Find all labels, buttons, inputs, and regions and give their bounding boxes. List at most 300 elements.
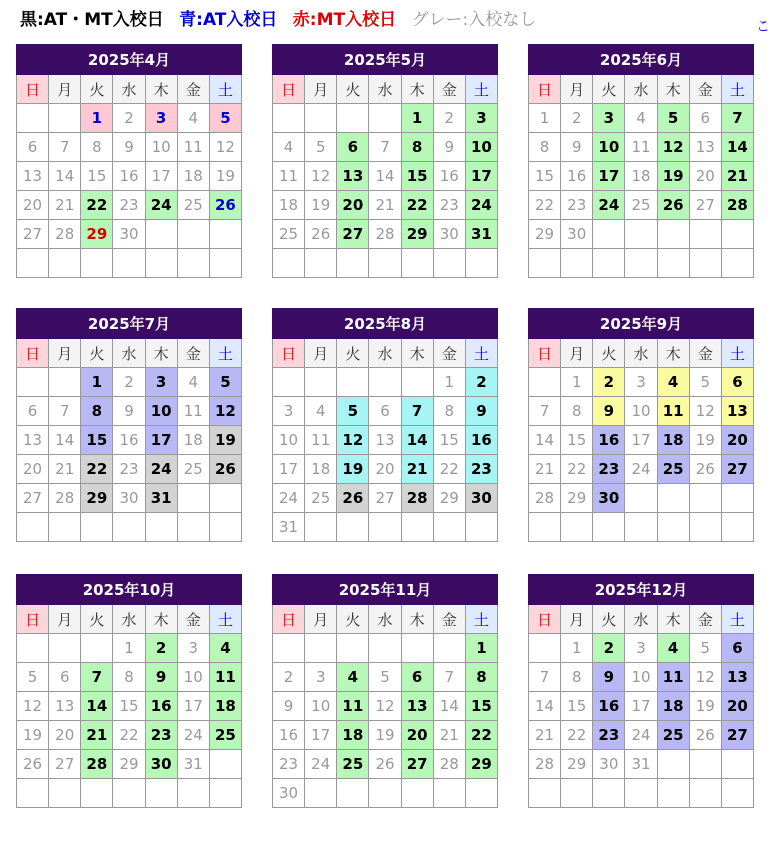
weekday-header: 金 (177, 339, 209, 368)
week-row (529, 779, 754, 808)
day-cell: 17 (593, 162, 625, 191)
day-cell: 14 (401, 426, 433, 455)
empty-cell (273, 634, 305, 663)
empty-cell (401, 779, 433, 808)
day-cell: 18 (657, 426, 689, 455)
legend (20, 9, 546, 31)
empty-cell (401, 368, 433, 397)
day-cell: 4 (177, 368, 209, 397)
weekday-header: 火 (81, 605, 113, 634)
week-row (529, 426, 754, 455)
day-cell: 12 (369, 692, 401, 721)
day-cell: 28 (401, 484, 433, 513)
weekday-header: 月 (561, 339, 593, 368)
day-cell: 15 (561, 692, 593, 721)
day-cell: 24 (625, 455, 657, 484)
day-cell: 21 (49, 455, 81, 484)
empty-cell (273, 249, 305, 278)
weekday-header: 土 (209, 605, 241, 634)
day-cell: 18 (177, 426, 209, 455)
empty-cell (593, 249, 625, 278)
empty-cell (721, 220, 753, 249)
day-cell: 27 (369, 484, 401, 513)
empty-cell (113, 513, 145, 542)
day-cell: 22 (465, 721, 497, 750)
day-cell: 2 (273, 663, 305, 692)
weekday-header: 木 (401, 75, 433, 104)
empty-cell (337, 634, 369, 663)
day-cell: 28 (721, 191, 753, 220)
empty-cell (465, 249, 497, 278)
weekday-header: 金 (433, 605, 465, 634)
month-calendar (16, 308, 242, 542)
empty-cell (49, 634, 81, 663)
day-cell: 25 (177, 455, 209, 484)
week-row (273, 191, 498, 220)
day-cell: 2 (593, 634, 625, 663)
day-cell: 10 (625, 663, 657, 692)
empty-cell (177, 484, 209, 513)
week-row (273, 721, 498, 750)
day-cell: 8 (561, 663, 593, 692)
edge-mark: こ (756, 19, 770, 35)
weekday-header: 月 (49, 339, 81, 368)
day-cell: 3 (465, 104, 497, 133)
month-title: 2025年5月 (273, 45, 498, 75)
day-cell: 19 (305, 191, 337, 220)
day-cell: 8 (401, 133, 433, 162)
day-cell: 9 (113, 397, 145, 426)
day-cell: 15 (561, 426, 593, 455)
empty-cell (561, 779, 593, 808)
weekday-header: 金 (433, 339, 465, 368)
day-cell: 25 (657, 455, 689, 484)
day-cell: 30 (145, 750, 177, 779)
week-row (273, 692, 498, 721)
day-cell: 5 (689, 368, 721, 397)
empty-cell (593, 220, 625, 249)
month-title: 2025年12月 (529, 575, 754, 605)
week-row (17, 397, 242, 426)
day-cell: 23 (433, 191, 465, 220)
day-cell: 15 (529, 162, 561, 191)
weekday-header: 水 (625, 605, 657, 634)
day-cell: 6 (17, 397, 49, 426)
day-cell: 29 (561, 484, 593, 513)
day-cell: 29 (529, 220, 561, 249)
day-cell: 3 (625, 634, 657, 663)
day-cell: 3 (145, 368, 177, 397)
day-cell: 18 (657, 692, 689, 721)
day-cell: 25 (625, 191, 657, 220)
day-cell: 21 (401, 455, 433, 484)
empty-cell (465, 513, 497, 542)
week-row (17, 455, 242, 484)
weekday-header: 火 (337, 339, 369, 368)
empty-cell (401, 634, 433, 663)
day-cell: 19 (689, 426, 721, 455)
day-cell: 1 (561, 634, 593, 663)
weekday-header: 木 (657, 339, 689, 368)
week-row (17, 426, 242, 455)
day-cell: 6 (17, 133, 49, 162)
day-cell: 14 (49, 162, 81, 191)
empty-cell (209, 220, 241, 249)
day-cell: 11 (273, 162, 305, 191)
weekday-header: 日 (273, 339, 305, 368)
weekday-header: 水 (369, 75, 401, 104)
day-cell: 2 (593, 368, 625, 397)
month-title: 2025年10月 (17, 575, 242, 605)
empty-cell (721, 750, 753, 779)
week-row (17, 692, 242, 721)
weekday-header: 火 (593, 605, 625, 634)
day-cell: 24 (145, 191, 177, 220)
weekday-header: 日 (529, 75, 561, 104)
week-row (17, 191, 242, 220)
empty-cell (209, 513, 241, 542)
weekday-header: 木 (657, 75, 689, 104)
day-cell: 14 (81, 692, 113, 721)
day-cell: 21 (529, 721, 561, 750)
empty-cell (305, 368, 337, 397)
day-cell: 11 (177, 397, 209, 426)
day-cell: 25 (273, 220, 305, 249)
day-cell: 24 (177, 721, 209, 750)
day-cell: 23 (465, 455, 497, 484)
week-row (529, 455, 754, 484)
day-cell: 4 (657, 368, 689, 397)
day-cell: 16 (273, 721, 305, 750)
weekday-header: 木 (401, 605, 433, 634)
day-cell: 7 (721, 104, 753, 133)
weekday-header: 水 (113, 605, 145, 634)
weekday-header: 金 (177, 75, 209, 104)
day-cell: 10 (145, 133, 177, 162)
day-cell: 9 (145, 663, 177, 692)
week-row (273, 513, 498, 542)
week-row (529, 397, 754, 426)
day-cell: 22 (81, 191, 113, 220)
weekday-header: 日 (529, 339, 561, 368)
day-cell: 4 (273, 133, 305, 162)
empty-cell (337, 104, 369, 133)
day-cell: 4 (305, 397, 337, 426)
week-row (17, 133, 242, 162)
week-row (529, 750, 754, 779)
day-cell: 17 (305, 721, 337, 750)
day-cell: 18 (209, 692, 241, 721)
empty-cell (17, 779, 49, 808)
day-cell: 3 (177, 634, 209, 663)
day-cell: 22 (529, 191, 561, 220)
weekday-header: 日 (17, 75, 49, 104)
day-cell: 20 (689, 162, 721, 191)
day-cell: 13 (337, 162, 369, 191)
day-cell: 29 (465, 750, 497, 779)
month-calendar (272, 308, 498, 542)
empty-cell (657, 484, 689, 513)
day-cell: 28 (433, 750, 465, 779)
week-row (529, 220, 754, 249)
day-cell: 24 (145, 455, 177, 484)
week-row (17, 779, 242, 808)
weekday-header: 水 (625, 339, 657, 368)
day-cell: 25 (177, 191, 209, 220)
empty-cell (145, 220, 177, 249)
weekday-header: 火 (337, 75, 369, 104)
day-cell: 7 (49, 397, 81, 426)
day-cell: 14 (369, 162, 401, 191)
day-cell: 19 (209, 162, 241, 191)
empty-cell (49, 104, 81, 133)
empty-cell (401, 513, 433, 542)
day-cell: 12 (689, 663, 721, 692)
day-cell: 27 (17, 220, 49, 249)
day-cell: 7 (401, 397, 433, 426)
day-cell: 12 (337, 426, 369, 455)
empty-cell (81, 634, 113, 663)
day-cell: 15 (81, 162, 113, 191)
day-cell: 16 (113, 162, 145, 191)
empty-cell (17, 634, 49, 663)
empty-cell (81, 779, 113, 808)
day-cell: 1 (401, 104, 433, 133)
weekday-header: 月 (305, 339, 337, 368)
day-cell: 1 (561, 368, 593, 397)
day-cell: 7 (529, 663, 561, 692)
day-cell: 26 (17, 750, 49, 779)
empty-cell (209, 484, 241, 513)
empty-cell (625, 513, 657, 542)
day-cell: 28 (529, 484, 561, 513)
day-cell: 19 (657, 162, 689, 191)
weekday-header: 日 (529, 605, 561, 634)
month-calendar (16, 574, 242, 808)
day-cell: 29 (81, 484, 113, 513)
day-cell: 15 (433, 426, 465, 455)
week-row (273, 368, 498, 397)
day-cell: 25 (657, 721, 689, 750)
day-cell: 2 (433, 104, 465, 133)
empty-cell (369, 779, 401, 808)
day-cell: 25 (305, 484, 337, 513)
empty-cell (305, 104, 337, 133)
week-row (529, 191, 754, 220)
day-cell: 6 (401, 663, 433, 692)
week-row (17, 220, 242, 249)
day-cell: 22 (113, 721, 145, 750)
day-cell: 20 (721, 692, 753, 721)
weekday-header: 水 (369, 339, 401, 368)
day-cell: 29 (433, 484, 465, 513)
day-cell: 17 (177, 692, 209, 721)
week-row (17, 663, 242, 692)
month-title: 2025年8月 (273, 309, 498, 339)
empty-cell (145, 779, 177, 808)
week-row (273, 455, 498, 484)
day-cell: 31 (465, 220, 497, 249)
day-cell: 22 (81, 455, 113, 484)
day-cell: 31 (273, 513, 305, 542)
weekday-header: 木 (145, 75, 177, 104)
empty-cell (561, 249, 593, 278)
weekday-header: 火 (593, 339, 625, 368)
day-cell: 6 (337, 133, 369, 162)
day-cell: 7 (529, 397, 561, 426)
day-cell: 7 (81, 663, 113, 692)
legend-red: 赤:MT入校日 (292, 10, 397, 30)
day-cell: 5 (369, 663, 401, 692)
day-cell: 27 (401, 750, 433, 779)
day-cell: 11 (657, 397, 689, 426)
day-cell: 18 (305, 455, 337, 484)
week-row (17, 750, 242, 779)
empty-cell (337, 513, 369, 542)
empty-cell (305, 634, 337, 663)
day-cell: 18 (625, 162, 657, 191)
day-cell: 5 (337, 397, 369, 426)
day-cell: 22 (561, 455, 593, 484)
day-cell: 19 (209, 426, 241, 455)
empty-cell (369, 368, 401, 397)
day-cell: 26 (369, 750, 401, 779)
empty-cell (689, 750, 721, 779)
week-row (273, 750, 498, 779)
day-cell: 12 (305, 162, 337, 191)
week-row (529, 513, 754, 542)
day-cell: 26 (689, 455, 721, 484)
day-cell: 2 (561, 104, 593, 133)
empty-cell (177, 513, 209, 542)
weekday-header: 日 (17, 605, 49, 634)
empty-cell (145, 249, 177, 278)
empty-cell (49, 513, 81, 542)
month-title: 2025年4月 (17, 45, 242, 75)
empty-cell (81, 249, 113, 278)
day-cell: 30 (465, 484, 497, 513)
day-cell: 23 (145, 721, 177, 750)
weekday-header: 水 (369, 605, 401, 634)
week-row (273, 104, 498, 133)
day-cell: 5 (209, 104, 241, 133)
day-cell: 11 (177, 133, 209, 162)
empty-cell (145, 513, 177, 542)
empty-cell (625, 220, 657, 249)
legend-black: 黒:AT・MT入校日 (20, 10, 164, 30)
day-cell: 28 (49, 220, 81, 249)
day-cell: 30 (561, 220, 593, 249)
empty-cell (625, 249, 657, 278)
day-cell: 13 (401, 692, 433, 721)
empty-cell (273, 368, 305, 397)
day-cell: 4 (657, 634, 689, 663)
weekday-header: 月 (561, 75, 593, 104)
day-cell: 9 (593, 397, 625, 426)
day-cell: 18 (273, 191, 305, 220)
weekday-header: 水 (113, 75, 145, 104)
week-row (529, 634, 754, 663)
day-cell: 1 (81, 104, 113, 133)
day-cell: 1 (529, 104, 561, 133)
day-cell: 3 (145, 104, 177, 133)
day-cell: 31 (145, 484, 177, 513)
week-row (529, 133, 754, 162)
day-cell: 17 (145, 426, 177, 455)
empty-cell (305, 513, 337, 542)
day-cell: 27 (689, 191, 721, 220)
day-cell: 27 (49, 750, 81, 779)
day-cell: 22 (561, 721, 593, 750)
empty-cell (465, 779, 497, 808)
day-cell: 6 (49, 663, 81, 692)
day-cell: 21 (369, 191, 401, 220)
weekday-header: 金 (689, 75, 721, 104)
empty-cell (177, 779, 209, 808)
week-row (273, 634, 498, 663)
empty-cell (337, 368, 369, 397)
day-cell: 13 (721, 663, 753, 692)
day-cell: 5 (17, 663, 49, 692)
weekday-header: 月 (49, 75, 81, 104)
empty-cell (369, 634, 401, 663)
day-cell: 5 (209, 368, 241, 397)
month-calendar (528, 308, 754, 542)
day-cell: 30 (113, 484, 145, 513)
day-cell: 3 (273, 397, 305, 426)
weekday-header: 金 (689, 339, 721, 368)
empty-cell (273, 104, 305, 133)
week-row (529, 162, 754, 191)
day-cell: 24 (625, 721, 657, 750)
weekday-header: 土 (721, 75, 753, 104)
day-cell: 1 (465, 634, 497, 663)
weekday-header: 火 (81, 75, 113, 104)
weekday-header: 火 (337, 605, 369, 634)
week-row (529, 692, 754, 721)
day-cell: 10 (625, 397, 657, 426)
week-row (17, 162, 242, 191)
day-cell: 10 (593, 133, 625, 162)
day-cell: 12 (209, 133, 241, 162)
empty-cell (17, 368, 49, 397)
day-cell: 28 (529, 750, 561, 779)
day-cell: 15 (81, 426, 113, 455)
week-row (17, 484, 242, 513)
legend-blue: 青:AT入校日 (179, 10, 278, 30)
week-row (529, 104, 754, 133)
day-cell: 9 (465, 397, 497, 426)
day-cell: 14 (433, 692, 465, 721)
weekday-header: 金 (433, 75, 465, 104)
empty-cell (209, 249, 241, 278)
day-cell: 13 (49, 692, 81, 721)
day-cell: 12 (17, 692, 49, 721)
day-cell: 26 (209, 191, 241, 220)
day-cell: 9 (433, 133, 465, 162)
day-cell: 8 (433, 397, 465, 426)
day-cell: 19 (369, 721, 401, 750)
day-cell: 2 (113, 368, 145, 397)
week-row (529, 484, 754, 513)
week-row (529, 249, 754, 278)
empty-cell (369, 104, 401, 133)
day-cell: 23 (273, 750, 305, 779)
weekday-header: 火 (593, 75, 625, 104)
empty-cell (81, 513, 113, 542)
day-cell: 6 (721, 634, 753, 663)
day-cell: 25 (209, 721, 241, 750)
